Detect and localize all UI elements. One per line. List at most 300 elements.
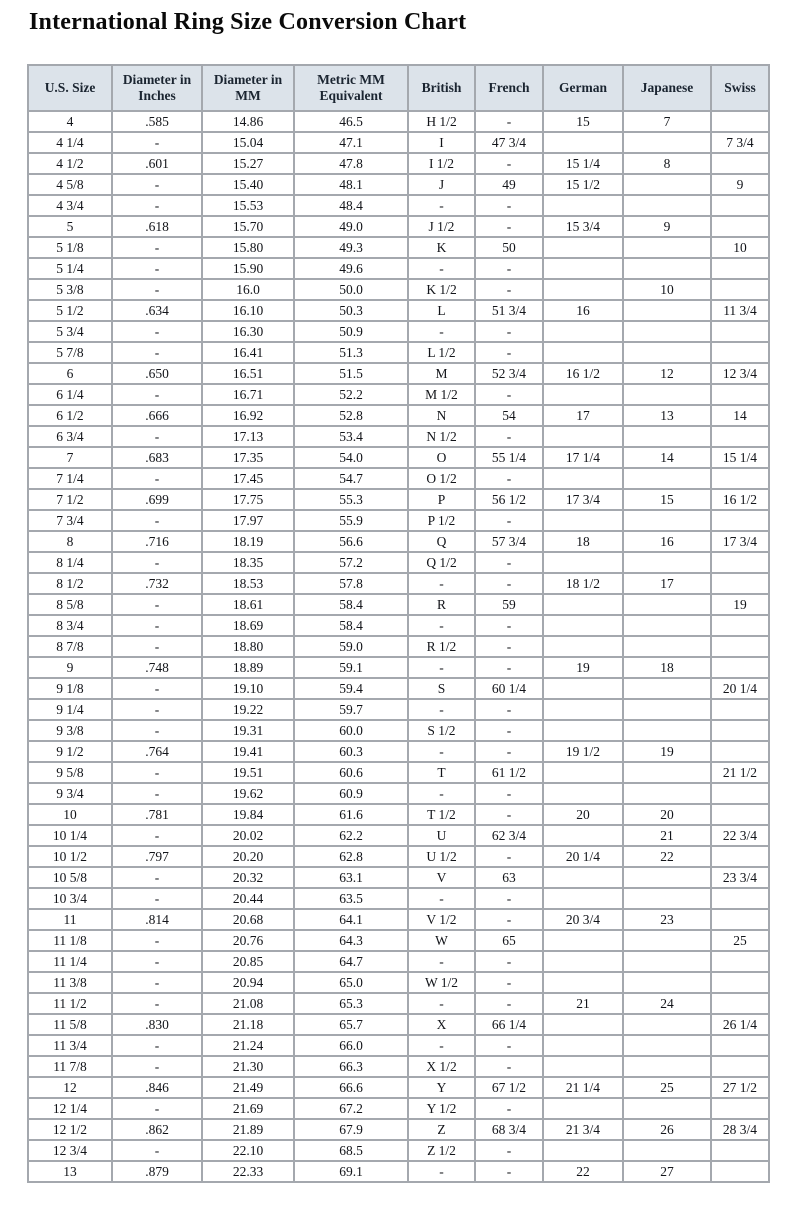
cell-british: P: [408, 489, 475, 510]
cell-diameter-inches: -: [112, 258, 202, 279]
cell-british: S 1/2: [408, 720, 475, 741]
cell-metric-mm-equivalent: 67.2: [294, 1098, 408, 1119]
cell-metric-mm-equivalent: 60.3: [294, 741, 408, 762]
cell-diameter-inches: .846: [112, 1077, 202, 1098]
table-row: [28, 1119, 769, 1140]
cell-us-size: 4 1/4: [28, 132, 112, 153]
cell-metric-mm-equivalent: 67.9: [294, 1119, 408, 1140]
cell-metric-mm-equivalent: 60.6: [294, 762, 408, 783]
cell-swiss: [711, 153, 769, 174]
cell-metric-mm-equivalent: 66.6: [294, 1077, 408, 1098]
table-row: [28, 699, 769, 720]
cell-us-size: 11 7/8: [28, 1056, 112, 1077]
cell-british: P 1/2: [408, 510, 475, 531]
cell-german: 20 3/4: [543, 909, 623, 930]
cell-swiss: [711, 1140, 769, 1161]
cell-british: -: [408, 993, 475, 1014]
cell-german: [543, 258, 623, 279]
column-header-japanese: Japanese: [623, 65, 711, 111]
cell-metric-mm-equivalent: 57.2: [294, 552, 408, 573]
cell-diameter-inches: -: [112, 426, 202, 447]
cell-us-size: 5: [28, 216, 112, 237]
table-row: [28, 447, 769, 468]
cell-diameter-mm: 20.32: [202, 867, 294, 888]
column-header-metric-mm-equivalent: Metric MM Equivalent: [294, 65, 408, 111]
cell-swiss: [711, 510, 769, 531]
cell-german: 22: [543, 1161, 623, 1182]
cell-japanese: [623, 783, 711, 804]
cell-diameter-inches: -: [112, 825, 202, 846]
cell-british: -: [408, 1161, 475, 1182]
cell-french: 51 3/4: [475, 300, 543, 321]
cell-french: 54: [475, 405, 543, 426]
cell-german: [543, 1035, 623, 1056]
cell-diameter-mm: 21.69: [202, 1098, 294, 1119]
cell-diameter-inches: -: [112, 384, 202, 405]
table-row: [28, 237, 769, 258]
table-row: [28, 867, 769, 888]
cell-british: S: [408, 678, 475, 699]
cell-japanese: 9: [623, 216, 711, 237]
table-row: [28, 888, 769, 909]
cell-british: R 1/2: [408, 636, 475, 657]
cell-british: O 1/2: [408, 468, 475, 489]
cell-british: K: [408, 237, 475, 258]
table-row: [28, 153, 769, 174]
cell-british: -: [408, 699, 475, 720]
cell-swiss: [711, 279, 769, 300]
cell-swiss: [711, 216, 769, 237]
cell-japanese: [623, 1035, 711, 1056]
table-row: [28, 510, 769, 531]
cell-us-size: 12: [28, 1077, 112, 1098]
cell-us-size: 11 3/8: [28, 972, 112, 993]
cell-diameter-mm: 21.24: [202, 1035, 294, 1056]
table-row: [28, 1140, 769, 1161]
cell-diameter-mm: 17.97: [202, 510, 294, 531]
table-row: [28, 636, 769, 657]
cell-japanese: [623, 615, 711, 636]
cell-us-size: 11 5/8: [28, 1014, 112, 1035]
column-header-french: French: [475, 65, 543, 111]
cell-british: Q 1/2: [408, 552, 475, 573]
table-row: [28, 468, 769, 489]
cell-japanese: [623, 195, 711, 216]
cell-diameter-mm: 19.41: [202, 741, 294, 762]
cell-german: 15 3/4: [543, 216, 623, 237]
table-row: [28, 1014, 769, 1035]
column-header-german: German: [543, 65, 623, 111]
cell-metric-mm-equivalent: 55.3: [294, 489, 408, 510]
cell-diameter-mm: 18.35: [202, 552, 294, 573]
cell-diameter-mm: 19.22: [202, 699, 294, 720]
cell-british: N 1/2: [408, 426, 475, 447]
column-header-swiss: Swiss: [711, 65, 769, 111]
cell-diameter-inches: -: [112, 1056, 202, 1077]
cell-diameter-inches: .732: [112, 573, 202, 594]
cell-diameter-inches: -: [112, 783, 202, 804]
cell-metric-mm-equivalent: 60.9: [294, 783, 408, 804]
cell-diameter-inches: -: [112, 888, 202, 909]
table-row: [28, 552, 769, 573]
cell-german: 18: [543, 531, 623, 552]
cell-german: 15 1/2: [543, 174, 623, 195]
cell-us-size: 7 3/4: [28, 510, 112, 531]
cell-diameter-inches: -: [112, 720, 202, 741]
cell-metric-mm-equivalent: 58.4: [294, 594, 408, 615]
cell-diameter-inches: -: [112, 636, 202, 657]
table-row: [28, 1056, 769, 1077]
table-row: [28, 783, 769, 804]
cell-swiss: [711, 741, 769, 762]
cell-metric-mm-equivalent: 61.6: [294, 804, 408, 825]
cell-us-size: 9 1/2: [28, 741, 112, 762]
cell-british: L: [408, 300, 475, 321]
cell-german: [543, 720, 623, 741]
cell-japanese: [623, 762, 711, 783]
table-row: [28, 951, 769, 972]
cell-german: [543, 237, 623, 258]
cell-diameter-inches: -: [112, 1035, 202, 1056]
cell-japanese: [623, 594, 711, 615]
cell-us-size: 4 1/2: [28, 153, 112, 174]
cell-french: -: [475, 111, 543, 132]
cell-diameter-mm: 21.89: [202, 1119, 294, 1140]
cell-us-size: 11 3/4: [28, 1035, 112, 1056]
cell-metric-mm-equivalent: 69.1: [294, 1161, 408, 1182]
cell-french: -: [475, 615, 543, 636]
cell-french: -: [475, 720, 543, 741]
cell-diameter-inches: .683: [112, 447, 202, 468]
cell-japanese: 24: [623, 993, 711, 1014]
cell-metric-mm-equivalent: 50.9: [294, 321, 408, 342]
cell-diameter-mm: 20.20: [202, 846, 294, 867]
cell-diameter-inches: .830: [112, 1014, 202, 1035]
cell-british: Z: [408, 1119, 475, 1140]
cell-swiss: [711, 804, 769, 825]
cell-metric-mm-equivalent: 46.5: [294, 111, 408, 132]
cell-diameter-mm: 15.04: [202, 132, 294, 153]
cell-french: -: [475, 426, 543, 447]
cell-japanese: [623, 951, 711, 972]
cell-diameter-mm: 18.61: [202, 594, 294, 615]
cell-swiss: [711, 1035, 769, 1056]
cell-japanese: 13: [623, 405, 711, 426]
cell-metric-mm-equivalent: 52.8: [294, 405, 408, 426]
cell-german: 17 3/4: [543, 489, 623, 510]
header-row: [28, 65, 769, 111]
cell-french: 55 1/4: [475, 447, 543, 468]
cell-diameter-inches: -: [112, 1098, 202, 1119]
cell-japanese: [623, 678, 711, 699]
cell-us-size: 10: [28, 804, 112, 825]
cell-french: -: [475, 951, 543, 972]
cell-swiss: [711, 909, 769, 930]
cell-french: -: [475, 888, 543, 909]
table-row: [28, 741, 769, 762]
cell-french: -: [475, 1035, 543, 1056]
cell-swiss: [711, 468, 769, 489]
cell-us-size: 4 5/8: [28, 174, 112, 195]
cell-swiss: 16 1/2: [711, 489, 769, 510]
cell-french: -: [475, 636, 543, 657]
table-row: [28, 825, 769, 846]
cell-swiss: 22 3/4: [711, 825, 769, 846]
cell-british: J: [408, 174, 475, 195]
cell-british: K 1/2: [408, 279, 475, 300]
cell-swiss: 12 3/4: [711, 363, 769, 384]
cell-us-size: 4: [28, 111, 112, 132]
column-header-diameter-inches: Diameter in Inches: [112, 65, 202, 111]
cell-diameter-inches: .748: [112, 657, 202, 678]
cell-swiss: [711, 258, 769, 279]
cell-metric-mm-equivalent: 58.4: [294, 615, 408, 636]
cell-german: 15: [543, 111, 623, 132]
cell-us-size: 11 1/8: [28, 930, 112, 951]
cell-british: H 1/2: [408, 111, 475, 132]
cell-japanese: [623, 552, 711, 573]
cell-metric-mm-equivalent: 56.6: [294, 531, 408, 552]
cell-us-size: 9 1/4: [28, 699, 112, 720]
cell-swiss: [711, 321, 769, 342]
cell-diameter-mm: 18.89: [202, 657, 294, 678]
cell-swiss: [711, 573, 769, 594]
page-title: International Ring Size Conversion Chart: [29, 9, 467, 35]
table-row: [28, 909, 769, 930]
cell-swiss: [711, 699, 769, 720]
cell-swiss: [711, 783, 769, 804]
cell-british: I: [408, 132, 475, 153]
cell-us-size: 10 1/2: [28, 846, 112, 867]
cell-german: [543, 342, 623, 363]
cell-british: -: [408, 615, 475, 636]
cell-us-size: 6 3/4: [28, 426, 112, 447]
table-row: [28, 1161, 769, 1182]
table-row: [28, 762, 769, 783]
cell-japanese: [623, 132, 711, 153]
cell-french: -: [475, 195, 543, 216]
cell-swiss: 15 1/4: [711, 447, 769, 468]
cell-german: 17 1/4: [543, 447, 623, 468]
cell-swiss: [711, 342, 769, 363]
cell-diameter-mm: 15.80: [202, 237, 294, 258]
cell-german: 15 1/4: [543, 153, 623, 174]
cell-french: -: [475, 153, 543, 174]
cell-swiss: [711, 384, 769, 405]
cell-japanese: [623, 426, 711, 447]
cell-british: W 1/2: [408, 972, 475, 993]
cell-french: -: [475, 993, 543, 1014]
cell-swiss: [711, 972, 769, 993]
cell-swiss: [711, 615, 769, 636]
cell-japanese: 8: [623, 153, 711, 174]
cell-french: 60 1/4: [475, 678, 543, 699]
cell-french: 68 3/4: [475, 1119, 543, 1140]
cell-us-size: 4 3/4: [28, 195, 112, 216]
cell-swiss: [711, 1098, 769, 1119]
cell-diameter-inches: -: [112, 615, 202, 636]
cell-japanese: [623, 237, 711, 258]
cell-german: [543, 636, 623, 657]
table-row: [28, 1077, 769, 1098]
cell-french: 52 3/4: [475, 363, 543, 384]
cell-japanese: [623, 300, 711, 321]
cell-diameter-mm: 20.44: [202, 888, 294, 909]
cell-diameter-inches: -: [112, 678, 202, 699]
table-row: [28, 1098, 769, 1119]
table-row: [28, 300, 769, 321]
cell-metric-mm-equivalent: 49.6: [294, 258, 408, 279]
table-row: [28, 657, 769, 678]
cell-diameter-inches: -: [112, 279, 202, 300]
cell-diameter-mm: 16.0: [202, 279, 294, 300]
cell-french: -: [475, 741, 543, 762]
cell-diameter-mm: 22.33: [202, 1161, 294, 1182]
cell-diameter-mm: 19.51: [202, 762, 294, 783]
cell-japanese: 20: [623, 804, 711, 825]
cell-us-size: 10 3/4: [28, 888, 112, 909]
cell-us-size: 11: [28, 909, 112, 930]
table-row: [28, 531, 769, 552]
cell-british: N: [408, 405, 475, 426]
cell-diameter-mm: 20.02: [202, 825, 294, 846]
cell-swiss: 28 3/4: [711, 1119, 769, 1140]
cell-british: L 1/2: [408, 342, 475, 363]
cell-diameter-mm: 17.35: [202, 447, 294, 468]
cell-diameter-inches: -: [112, 951, 202, 972]
table-row: [28, 363, 769, 384]
cell-diameter-inches: -: [112, 195, 202, 216]
cell-us-size: 5 1/2: [28, 300, 112, 321]
cell-metric-mm-equivalent: 57.8: [294, 573, 408, 594]
cell-metric-mm-equivalent: 59.0: [294, 636, 408, 657]
cell-diameter-mm: 20.94: [202, 972, 294, 993]
cell-diameter-inches: -: [112, 552, 202, 573]
cell-us-size: 8: [28, 531, 112, 552]
table-header: [28, 65, 769, 111]
cell-metric-mm-equivalent: 63.5: [294, 888, 408, 909]
table-row: [28, 804, 769, 825]
cell-diameter-mm: 15.90: [202, 258, 294, 279]
cell-swiss: [711, 993, 769, 1014]
cell-japanese: 26: [623, 1119, 711, 1140]
cell-swiss: [711, 888, 769, 909]
table-row: [28, 216, 769, 237]
cell-us-size: 5 3/8: [28, 279, 112, 300]
cell-swiss: [711, 846, 769, 867]
cell-us-size: 12 3/4: [28, 1140, 112, 1161]
cell-diameter-inches: -: [112, 1140, 202, 1161]
cell-swiss: [711, 426, 769, 447]
cell-british: -: [408, 783, 475, 804]
cell-german: 17: [543, 405, 623, 426]
table-row: [28, 678, 769, 699]
cell-diameter-mm: 17.75: [202, 489, 294, 510]
cell-british: J 1/2: [408, 216, 475, 237]
table-row: [28, 615, 769, 636]
table-row: [28, 195, 769, 216]
cell-metric-mm-equivalent: 49.0: [294, 216, 408, 237]
cell-japanese: 17: [623, 573, 711, 594]
cell-diameter-inches: -: [112, 762, 202, 783]
cell-french: -: [475, 573, 543, 594]
cell-diameter-inches: .797: [112, 846, 202, 867]
cell-us-size: 8 1/2: [28, 573, 112, 594]
cell-metric-mm-equivalent: 50.3: [294, 300, 408, 321]
cell-japanese: [623, 636, 711, 657]
table-row: [28, 342, 769, 363]
cell-diameter-mm: 15.70: [202, 216, 294, 237]
cell-japanese: 23: [623, 909, 711, 930]
cell-british: -: [408, 888, 475, 909]
cell-diameter-mm: 19.31: [202, 720, 294, 741]
cell-diameter-mm: 15.27: [202, 153, 294, 174]
cell-french: -: [475, 384, 543, 405]
cell-british: Z 1/2: [408, 1140, 475, 1161]
table-row: [28, 279, 769, 300]
cell-swiss: 27 1/2: [711, 1077, 769, 1098]
cell-metric-mm-equivalent: 50.0: [294, 279, 408, 300]
cell-british: R: [408, 594, 475, 615]
cell-diameter-mm: 18.80: [202, 636, 294, 657]
cell-japanese: [623, 699, 711, 720]
cell-french: 61 1/2: [475, 762, 543, 783]
cell-german: [543, 384, 623, 405]
cell-japanese: 14: [623, 447, 711, 468]
cell-french: -: [475, 1098, 543, 1119]
cell-diameter-inches: .601: [112, 153, 202, 174]
cell-french: 66 1/4: [475, 1014, 543, 1035]
cell-swiss: [711, 951, 769, 972]
cell-french: -: [475, 1161, 543, 1182]
cell-german: [543, 783, 623, 804]
cell-diameter-mm: 20.76: [202, 930, 294, 951]
cell-diameter-mm: 21.08: [202, 993, 294, 1014]
cell-swiss: 9: [711, 174, 769, 195]
cell-diameter-inches: -: [112, 699, 202, 720]
cell-japanese: [623, 384, 711, 405]
cell-japanese: [623, 321, 711, 342]
cell-metric-mm-equivalent: 52.2: [294, 384, 408, 405]
cell-us-size: 8 1/4: [28, 552, 112, 573]
cell-us-size: 9 5/8: [28, 762, 112, 783]
cell-metric-mm-equivalent: 65.0: [294, 972, 408, 993]
cell-us-size: 11 1/2: [28, 993, 112, 1014]
cell-german: [543, 888, 623, 909]
cell-diameter-mm: 16.41: [202, 342, 294, 363]
cell-diameter-inches: .666: [112, 405, 202, 426]
cell-metric-mm-equivalent: 59.1: [294, 657, 408, 678]
cell-british: X: [408, 1014, 475, 1035]
cell-diameter-inches: -: [112, 174, 202, 195]
table-row: [28, 405, 769, 426]
cell-metric-mm-equivalent: 59.7: [294, 699, 408, 720]
cell-us-size: 8 7/8: [28, 636, 112, 657]
cell-japanese: [623, 972, 711, 993]
cell-metric-mm-equivalent: 48.4: [294, 195, 408, 216]
cell-diameter-mm: 16.30: [202, 321, 294, 342]
cell-metric-mm-equivalent: 55.9: [294, 510, 408, 531]
cell-diameter-mm: 21.49: [202, 1077, 294, 1098]
cell-japanese: 27: [623, 1161, 711, 1182]
cell-diameter-inches: .699: [112, 489, 202, 510]
cell-british: -: [408, 573, 475, 594]
cell-british: Q: [408, 531, 475, 552]
table-row: [28, 720, 769, 741]
cell-swiss: [711, 195, 769, 216]
table-row: [28, 426, 769, 447]
cell-swiss: 10: [711, 237, 769, 258]
